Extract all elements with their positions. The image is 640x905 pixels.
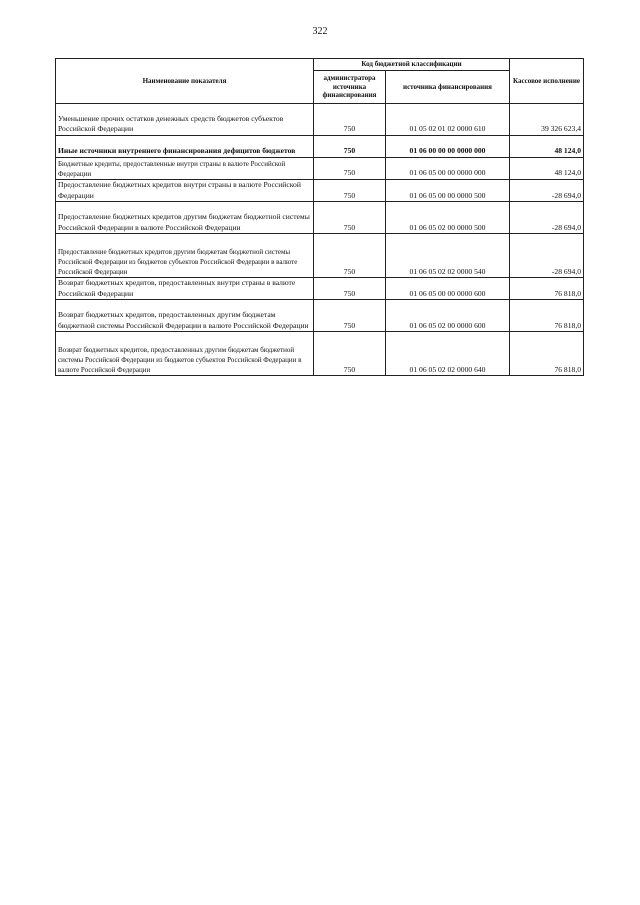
row-amount: 76 818,0	[510, 300, 584, 332]
row-admin-code: 750	[314, 180, 386, 202]
table-row	[56, 158, 584, 180]
row-amount: 48 124,0	[510, 158, 584, 180]
row-admin-code: 750	[314, 202, 386, 234]
row-amount: -28 694,0	[510, 202, 584, 234]
row-name: Иные источники внутреннего финансирования дефицитов бюджетов	[56, 136, 314, 158]
table-row	[56, 332, 584, 376]
row-amount: -28 694,0	[510, 234, 584, 278]
row-name: Бюджетные кредиты, предоставленные внутри страны в валюте Российской Федерации	[56, 158, 314, 180]
table-row	[56, 180, 584, 202]
row-source-code: 01 06 05 00 00 0000 600	[386, 278, 510, 300]
header-classification-group: Код бюджетной классификации	[314, 59, 510, 71]
table-row	[56, 278, 584, 300]
table-header	[56, 59, 584, 104]
row-admin-code: 750	[314, 104, 386, 136]
table-row	[56, 234, 584, 278]
row-source-code: 01 06 05 00 00 0000 500	[386, 180, 510, 202]
table-row	[56, 136, 584, 158]
table-row	[56, 202, 584, 234]
row-amount: 48 124,0	[510, 136, 584, 158]
row-source-code: 01 05 02 01 02 0000 610	[386, 104, 510, 136]
row-admin-code: 750	[314, 234, 386, 278]
page-number: 322	[312, 26, 328, 37]
row-name: Возврат бюджетных кредитов, предоставленных другим бюджетам бюджетной системы Российской Федерации из бюджетов субъектов Российской Федерации в валюте Российской Федерации	[56, 332, 314, 376]
row-name: Возврат бюджетных кредитов, предоставленных внутри страны в валюте Российской Федерации	[56, 278, 314, 300]
row-name: Уменьшение прочих остатков денежных средств бюджетов субъектов Российской Федерации	[56, 104, 314, 136]
row-name: Предоставление бюджетных кредитов внутри страны в валюте Российской Федерации	[56, 180, 314, 202]
row-source-code: 01 06 05 02 00 0000 500	[386, 202, 510, 234]
table-row	[56, 104, 584, 136]
row-amount: 39 326 623,4	[510, 104, 584, 136]
row-source-code: 01 06 05 02 00 0000 600	[386, 300, 510, 332]
row-source-code: 01 06 05 02 02 0000 640	[386, 332, 510, 376]
row-name: Предоставление бюджетных кредитов другим бюджетам бюджетной системы Российской Федерации в валюте Российской Федерации	[56, 202, 314, 234]
row-source-code: 01 06 05 00 00 0000 000	[386, 158, 510, 180]
header-source: источника финансирования	[386, 71, 510, 104]
row-name: Предоставление бюджетных кредитов другим бюджетам бюджетной системы Российской Федерации из бюджетов субъектов Российской Федерации в валюте Российской Федерации	[56, 234, 314, 278]
row-amount: -28 694,0	[510, 180, 584, 202]
row-amount: 76 818,0	[510, 278, 584, 300]
row-name: Возврат бюджетных кредитов, предоставленных другим бюджетам бюджетной системы Российской Федерации в валюте Российской Федерации	[56, 300, 314, 332]
row-source-code: 01 06 00 00 00 0000 000	[386, 136, 510, 158]
table-row	[56, 300, 584, 332]
row-admin-code: 750	[314, 300, 386, 332]
budget-table	[55, 58, 584, 376]
header-amount: Кассовое исполнение	[510, 59, 584, 104]
row-amount: 76 818,0	[510, 332, 584, 376]
row-source-code: 01 06 05 02 02 0000 540	[386, 234, 510, 278]
row-admin-code: 750	[314, 278, 386, 300]
header-name: Наименование показателя	[56, 59, 314, 104]
row-admin-code: 750	[314, 158, 386, 180]
header-admin: администратора источника финансирования	[314, 71, 386, 104]
row-admin-code: 750	[314, 332, 386, 376]
row-admin-code: 750	[314, 136, 386, 158]
